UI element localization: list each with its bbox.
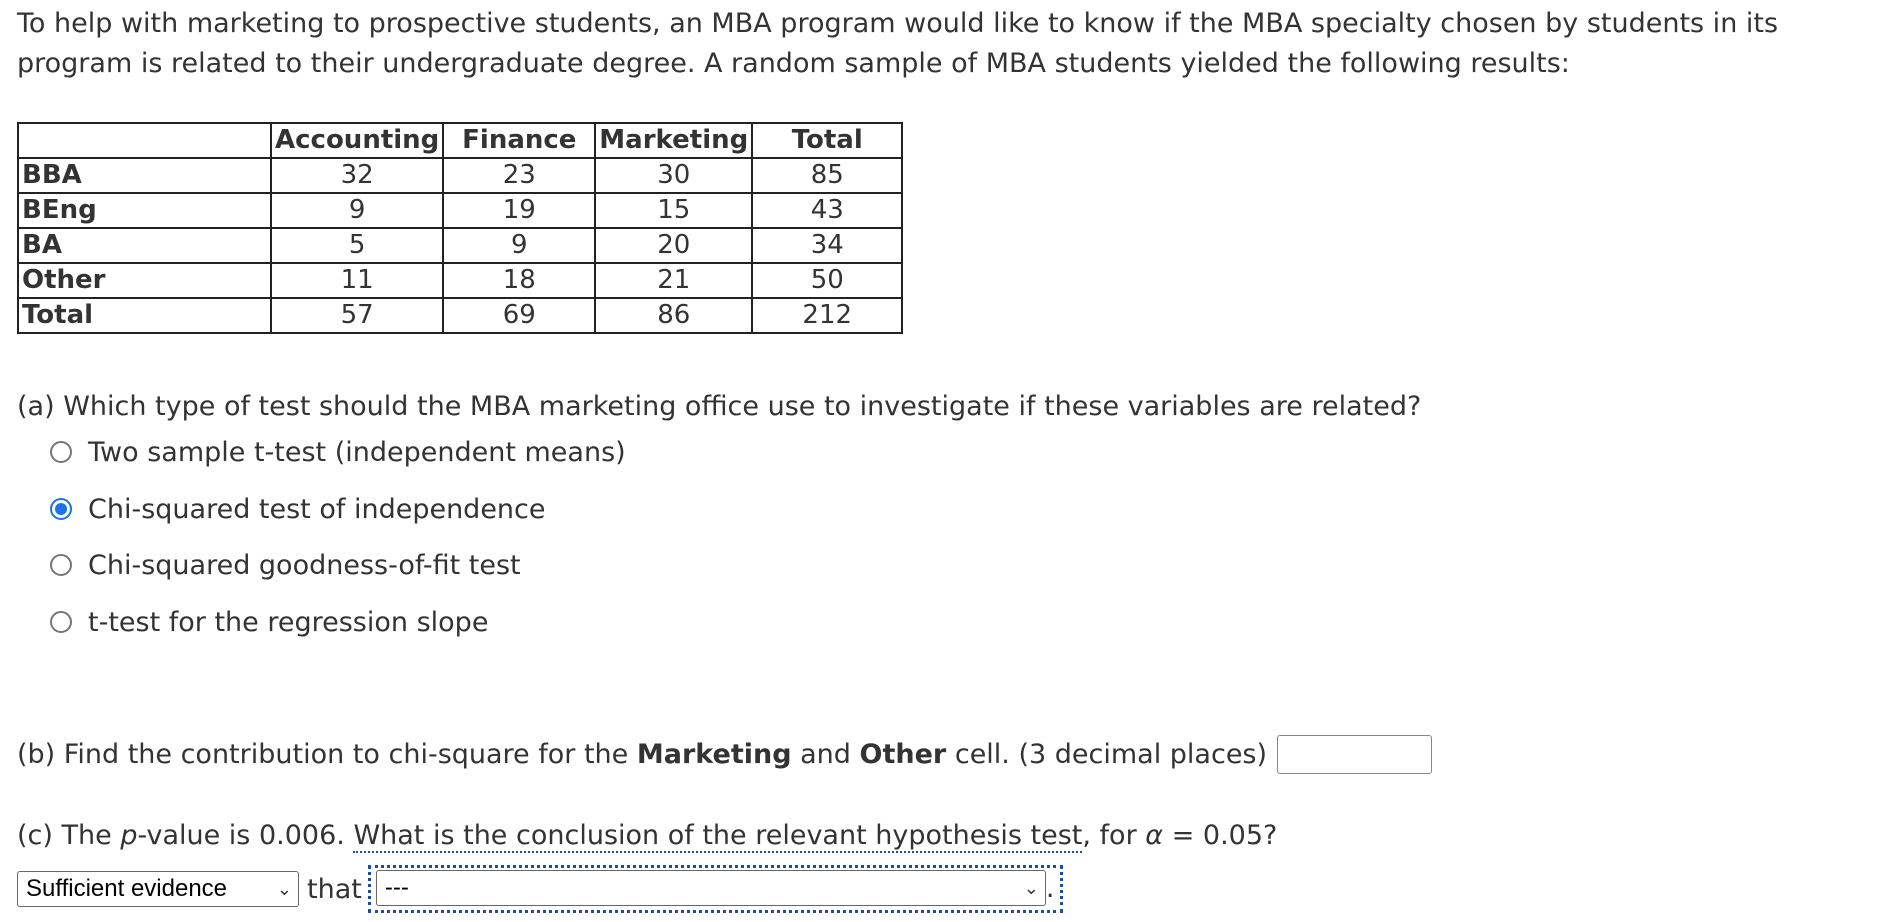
p-italic: p — [120, 820, 138, 851]
option-label: Two sample t-test (independent means) — [88, 436, 626, 468]
question-b-text: cell. (3 decimal places) — [954, 739, 1268, 770]
table-row — [18, 263, 902, 298]
radio-button[interactable] — [50, 441, 72, 463]
question-b — [17, 735, 1432, 774]
row-label-beng: BEng — [18, 193, 271, 228]
focus-outline — [368, 865, 1064, 913]
radio-button-selected[interactable] — [50, 498, 72, 520]
question-c-text: = 0.05? — [1171, 820, 1278, 851]
row-label-total: Total — [18, 298, 271, 333]
table-cell: 15 — [595, 193, 752, 228]
table-cell: 20 — [595, 228, 752, 263]
header-corner — [18, 123, 271, 158]
table-cell: 19 — [443, 193, 595, 228]
option-label: Chi-squared goodness-of-fit test — [88, 549, 521, 581]
question-c-text: -value is 0.006. — [137, 820, 345, 851]
table-cell: 86 — [595, 298, 752, 333]
question-b-bold-other: Other — [859, 739, 947, 770]
table-cell: 57 — [271, 298, 443, 333]
table-cell: 34 — [752, 228, 902, 263]
table-cell: 18 — [443, 263, 595, 298]
row-label-bba: BBA — [18, 158, 271, 193]
table-cell: 43 — [752, 193, 902, 228]
trailing-period: . — [1045, 872, 1055, 904]
row-label-ba: BA — [18, 228, 271, 263]
radio-button[interactable] — [50, 611, 72, 633]
option-label: t-test for the regression slope — [88, 606, 489, 638]
table-row — [18, 298, 902, 333]
table-cell: 50 — [752, 263, 902, 298]
contingency-table — [17, 122, 903, 334]
table-row — [18, 228, 902, 263]
table-cell: 30 — [595, 158, 752, 193]
table-cell: 69 — [443, 298, 595, 333]
question-c-text: (c) The — [17, 820, 112, 851]
header-finance: Finance — [443, 123, 595, 158]
table-cell: 11 — [271, 263, 443, 298]
conclusion-select[interactable] — [376, 870, 1046, 906]
table-cell: 5 — [271, 228, 443, 263]
table-cell: 9 — [443, 228, 595, 263]
header-marketing: Marketing — [595, 123, 752, 158]
table-cell: 23 — [443, 158, 595, 193]
table-cell: 85 — [752, 158, 902, 193]
table-cell: 21 — [595, 263, 752, 298]
option-chi-squared-goodness-of-fit[interactable] — [50, 545, 521, 585]
chevron-down-icon: ⌄ — [276, 878, 292, 899]
hint-dotted-text[interactable]: What is the conclusion of the relevant hypothesis test — [353, 820, 1083, 851]
question-b-text: and — [800, 739, 851, 770]
option-label: Chi-squared test of independence — [88, 493, 546, 525]
row-label-other: Other — [18, 263, 271, 298]
table-cell: 212 — [752, 298, 902, 333]
table-row — [18, 158, 902, 193]
question-b-bold-marketing: Marketing — [636, 739, 792, 770]
alpha-symbol: α — [1145, 820, 1164, 851]
chi-square-contribution-input[interactable] — [1277, 735, 1432, 774]
table-header-row — [18, 123, 902, 158]
header-total: Total — [752, 123, 902, 158]
option-chi-squared-independence[interactable] — [50, 489, 546, 529]
chevron-down-icon: ⌄ — [1023, 877, 1039, 898]
conclusion-select-value: --- — [384, 874, 409, 901]
radio-button[interactable] — [50, 554, 72, 576]
evidence-select-value: Sufficient evidence — [26, 875, 228, 902]
question-c-text: , for — [1082, 820, 1137, 851]
problem-intro: To help with marketing to prospective students, an MBA program would like to know if the MBA specialty chosen by students in its program is related to their undergraduate degree. A random sample of MBA students yielded the following results: — [17, 8, 1779, 79]
header-accounting: Accounting — [271, 123, 443, 158]
connector-text: that — [307, 873, 362, 905]
option-regression-slope-t-test[interactable] — [50, 602, 488, 642]
question-b-text: (b) Find the contribution to chi-square for the — [17, 739, 629, 770]
question-c-answer-row — [17, 865, 1063, 913]
question-c-prompt — [17, 820, 1277, 851]
table-row — [18, 193, 902, 228]
option-two-sample-t-test[interactable] — [50, 432, 626, 472]
question-a-prompt: (a) Which type of test should the MBA marketing office use to investigate if these variables are related? — [17, 391, 1422, 422]
evidence-select[interactable] — [17, 871, 299, 907]
table-cell: 9 — [271, 193, 443, 228]
table-cell: 32 — [271, 158, 443, 193]
